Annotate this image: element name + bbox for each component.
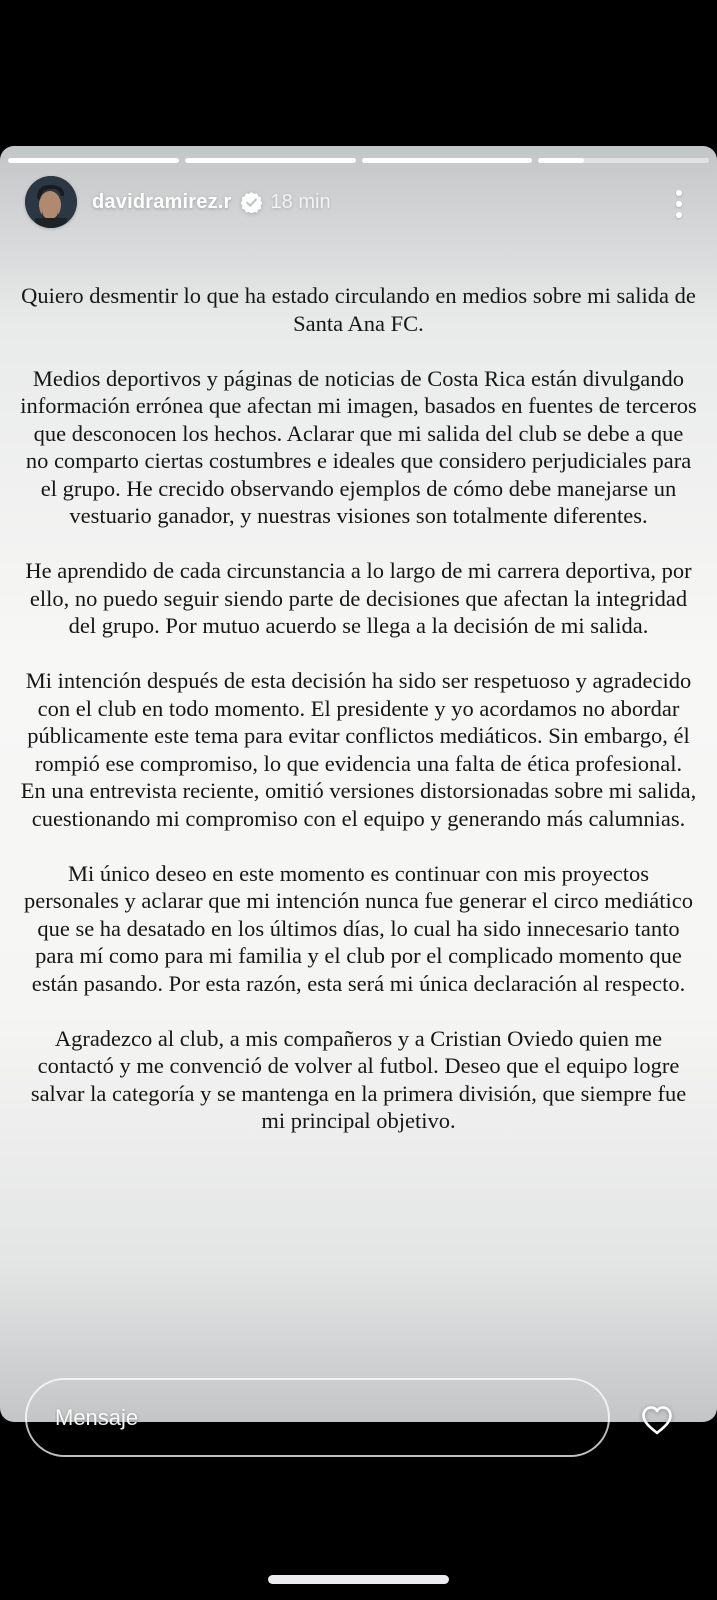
vertical-ellipsis-icon xyxy=(676,201,682,207)
avatar[interactable] xyxy=(25,176,77,228)
story-card[interactable] xyxy=(0,146,717,1422)
verified-badge-icon xyxy=(241,192,262,213)
progress-segment xyxy=(8,158,179,163)
progress-segment xyxy=(362,158,533,163)
story-menu-button[interactable] xyxy=(667,188,691,220)
like-button[interactable] xyxy=(637,1398,681,1442)
progress-segment xyxy=(185,158,356,163)
username[interactable]: davidramirez.r xyxy=(92,190,232,213)
statement-paragraph: He aprendido de cada circunstancia a lo largo de mi carrera deportiva, por ello, no puedo seguir siendo parte de decisiones que afectan la integridad del grupo. Por mutuo acuerdo se llega a la decisión de mi salida. xyxy=(25,558,692,638)
statement-paragraph: Agradezco al club, a mis compañeros y a Cristian Oviedo quien me contactó y me convenció de volver al futbol. Deseo que el equipo logre salvar la categoría y se mantenga en la primera división, que siempre fue mi principal objetivo. xyxy=(30,1025,687,1133)
message-input[interactable] xyxy=(25,1378,610,1457)
progress-segment xyxy=(538,158,709,163)
statement-paragraph: Mi único deseo en este momento es continuar con mis proyectos personales y aclarar que mi intención nunca fue generar el circo mediático que se ha desatado en los últimos días, lo cual ha sido innecesario tanto para mí como para mi familia y el club por el complicado momento que están pasando. Por esta razón, esta será mi única declaración al respecto. xyxy=(23,860,694,996)
vertical-ellipsis-icon xyxy=(676,212,682,218)
heart-outline-icon xyxy=(637,1400,677,1440)
story-progress-bar xyxy=(8,158,709,163)
statement-paragraph: Medios deportivos y páginas de noticias de Costa Rica están divulgando información errónea que afectan mi imagen, basados en fuentes de terceros que desconocen los hechos. Aclarar que mi salida del club se debe a que no comparto ciertas costumbres e ideales que considero perjudiciales para el grupo. He crecido observando ejemplos de cómo debe manejarse un vestuario ganador, y nuestras visiones son totalmente diferentes. xyxy=(20,365,697,528)
statement-paragraph: Quiero desmentir lo que ha estado circulando en medios sobre mi salida de Santa Ana FC. xyxy=(21,283,696,336)
statement-paragraph: Mi intención después de esta decisión ha sido ser respetuoso y agradecido con el club en todo momento. El presidente y yo acordamos no abordar públicamente este tema para evitar conflictos mediáticos. Sin embargo, él rompió ese compromiso, lo que evidencia una falta de ética profesional. En una entrevista reciente, omitió versiones distorsionadas sobre mi salida, cuestionando mi compromiso con el equipo y generando más calumnias. xyxy=(20,668,697,831)
avatar-photo xyxy=(25,176,77,228)
vertical-ellipsis-icon xyxy=(676,190,682,196)
story-timestamp: 18 min xyxy=(270,190,331,213)
home-indicator[interactable] xyxy=(268,1575,449,1584)
story-header xyxy=(0,174,717,230)
statement-text xyxy=(20,282,697,1135)
